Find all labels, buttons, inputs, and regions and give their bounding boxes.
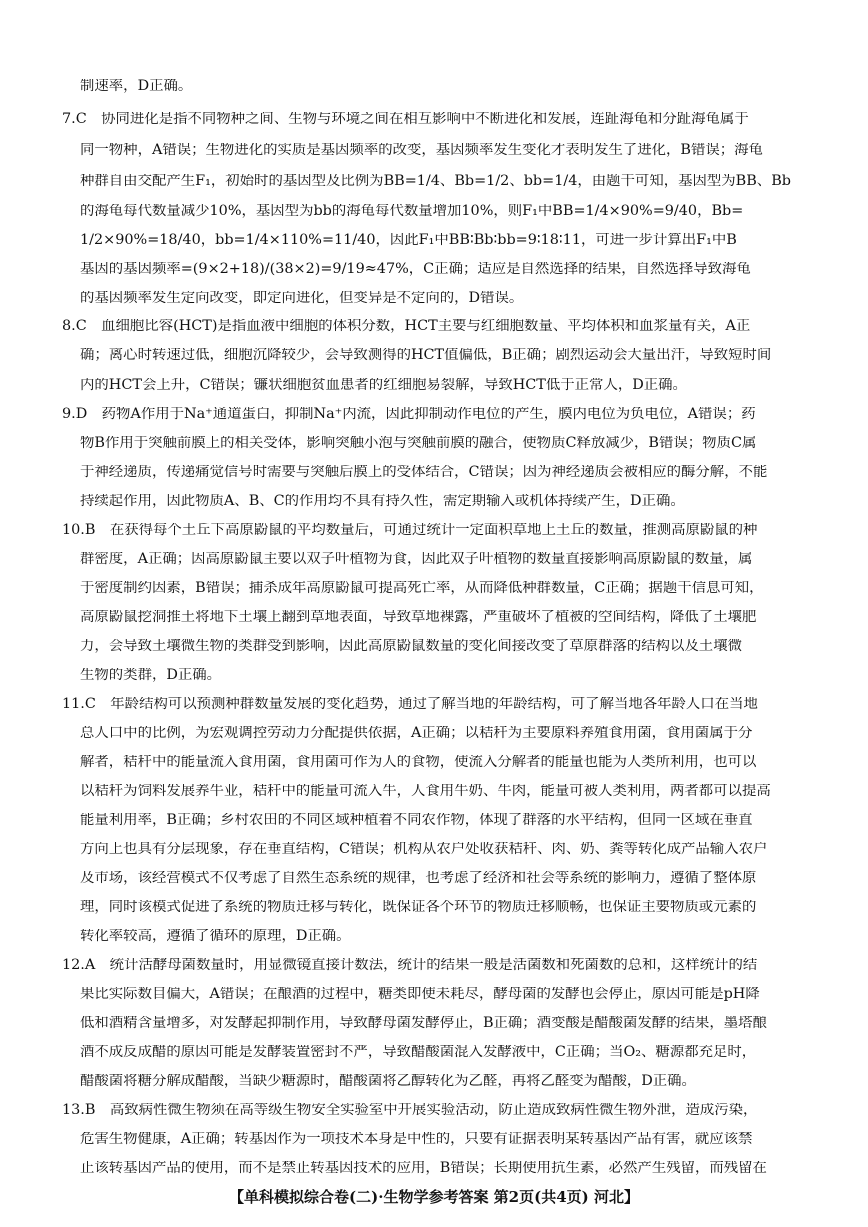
text-line: 于神经递质，传递痛觉信号时需要与突触后膜上的受体结合，C错误；因为神经递质会被相应的酶分解，不能 bbox=[80, 465, 768, 480]
text-line: 10.B 在获得每个土丘下高原鼢鼠的平均数量后，可通过统计一定面积草地上土丘的数量，推测高原鼢鼠的种 bbox=[62, 523, 758, 538]
text-line: 方向上也具有分层现象，存在垂直结构，C错误；机构从农户处收获秸秆、肉、奶、粪等转化成产品输入农户 bbox=[80, 842, 768, 857]
text-line: 及市场，该经营模式不仅考虑了自然生态系统的规律，也考虑了经济和社会等系统的影响力，遵循了整体原 bbox=[80, 871, 757, 886]
text-line: 危害生物健康，A正确；转基因作为一项技术本身是中性的，只要有证据表明某转基因产品有害，就应该禁 bbox=[80, 1132, 753, 1147]
text-line: 果比实际数目偏大，A错误；在酿酒的过程中，糖类即使未耗尽，酵母菌的发酵也会停止，原因可能是pH降 bbox=[80, 987, 760, 1002]
text-line: 种群自由交配产生F₁，初始时的基因型及比例为BB=1/4、Bb=1/2、bb=1/4，由题干可知，基因型为BB、Bb bbox=[80, 174, 791, 189]
text-line: 低和酒精含量增多，对发酵起抑制作用，导致酵母菌发酵停止，B正确；酒变酸是醋酸菌发酵的结果，墨塔酿 bbox=[80, 1016, 767, 1031]
text-line: 醋酸菌将糖分解成醋酸，当缺少糖源时，醋酸菌将乙醇转化为乙醛，再将乙醛变为醋酸，D正确。 bbox=[80, 1074, 696, 1089]
text-line: 能量利用率，B正确；乡村农田的不同区域种植着不同农作物，体现了群落的水平结构，但同一区域在垂直 bbox=[80, 813, 753, 828]
text-line: 以秸秆为饲料发展养牛业，秸秆中的能量可流入牛，人食用牛奶、牛肉，能量可被人类利用，两者都可以提高 bbox=[80, 784, 771, 799]
text-line: 内的HCT会上升，C错误；镰状细胞贫血患者的红细胞易裂解，导致HCT低于正常人，D正确。 bbox=[80, 378, 687, 393]
text-line: 于密度制约因素，B错误；捕杀成年高原鼢鼠可提高死亡率，从而降低种群数量，C正确；据题干信息可知， bbox=[80, 581, 764, 596]
text-line: 13.B 高致病性微生物须在高等级生物安全实验室中开展实验活动，防止造成致病性微生物外泄，造成污染， bbox=[62, 1103, 758, 1118]
text-line: 力，会导致土壤微生物的类群受到影响，因此高原鼢鼠数量的变化间接改变了草原群落的结构以及土壤微 bbox=[80, 639, 742, 654]
text-line: 转化率较高，遵循了循环的原理，D正确。 bbox=[80, 929, 351, 944]
text-line: 基因的基因频率=(9×2+18)/(38×2)=9/19≈47%，C正确；适应是自然选择的结果，自然选择导致海龟 bbox=[80, 262, 751, 277]
text-line: 理，同时该模式促进了系统的物质迁移与转化，既保证各个环节的物质迁移顺畅，也保证主要物质或元素的 bbox=[80, 900, 757, 915]
text-line: 止该转基因产品的使用，而不是禁止转基因技术的应用，B错误；长期使用抗生素，必然产生残留，而残留在 bbox=[80, 1161, 767, 1176]
text-line: 制速率，D正确。 bbox=[80, 79, 193, 94]
page-footer: 【单科模拟综合卷(二)·生物学参考答案 第2页(共4页) 河北】 bbox=[229, 1188, 639, 1206]
text-line: 7.C 协同进化是指不同物种之间、生物与环境之间在相互影响中不断进化和发展，连趾海龟和分趾海龟属于 bbox=[62, 112, 749, 127]
text-line: 同一物种，A错误；生物进化的实质是基因频率的改变，基因频率发生变化才表明发生了进化，B错误；海龟 bbox=[80, 143, 763, 158]
text-line: 生物的类群，D正确。 bbox=[80, 668, 222, 683]
text-line: 群密度，A正确；因高原鼢鼠主要以双子叶植物为食，因此双子叶植物的数量直接影响高原鼢鼠的数量，属 bbox=[80, 552, 753, 567]
text-line: 持续起作用，因此物质A、B、C的作用均不具有持久性，需定期输入或机体持续产生，D正确。 bbox=[80, 494, 685, 509]
text-line: 的基因频率发生定向改变，即定向进化，但变异是不定向的，D错误。 bbox=[80, 291, 524, 306]
text-line: 1/2×90%=18/40，bb=1/4×110%=11/40，因此F₁中BB∶Bb∶bb=9∶18∶11，可进一步计算出F₁中B bbox=[80, 233, 737, 248]
text-line: 12.A 统计活酵母菌数量时，用显微镜直接计数法，统计的结果一般是活菌数和死菌数的总和，这样统计的结 bbox=[62, 958, 758, 973]
text-line: 高原鼢鼠挖洞推土将地下土壤上翻到草地表面，导致草地裸露，严重破坏了植被的空间结构，降低了土壤肥 bbox=[80, 610, 757, 625]
text-line: 总人口中的比例，为宏观调控劳动力分配提供依据，A正确；以秸秆为主要原料养殖食用菌，食用菌属于分 bbox=[80, 726, 753, 741]
text-line: 11.C 年龄结构可以预测种群数量发展的变化趋势，通过了解当地的年龄结构，可了解当地各年龄人口在当地 bbox=[62, 697, 758, 712]
text-line: 酒不成反成醋的原因可能是发酵装置密封不严，导致醋酸菌混入发酵液中，C正确；当O₂、糖源都充足时， bbox=[80, 1045, 757, 1060]
text-line: 确；离心时转速过低，细胞沉降较少，会导致测得的HCT值偏低，B正确；剧烈运动会大量出汗，导致短时间 bbox=[80, 348, 772, 363]
text-line: 9.D 药物A作用于Na⁺通道蛋白，抑制Na⁺内流，因此抑制动作电位的产生，膜内电位为负电位，A错误；药 bbox=[62, 407, 756, 422]
text-line: 的海龟每代数量减少10%，基因型为bb的海龟每代数量增加10%，则F₁中BB=1/4×90%=9/40，Bb= bbox=[80, 204, 744, 219]
text-line: 解者，秸秆中的能量流入食用菌，食用菌可作为人的食物，使流入分解者的能量也能为人类所利用，也可以 bbox=[80, 755, 757, 770]
text-line: 8.C 血细胞比容(HCT)是指血液中细胞的体积分数，HCT主要与红细胞数量、平均体积和血浆量有关，A正 bbox=[62, 319, 751, 334]
text-line: 物B作用于突触前膜上的相关受体，影响突触小泡与突触前膜的融合，使物质C释放减少，B错误；物质C属 bbox=[80, 436, 757, 451]
